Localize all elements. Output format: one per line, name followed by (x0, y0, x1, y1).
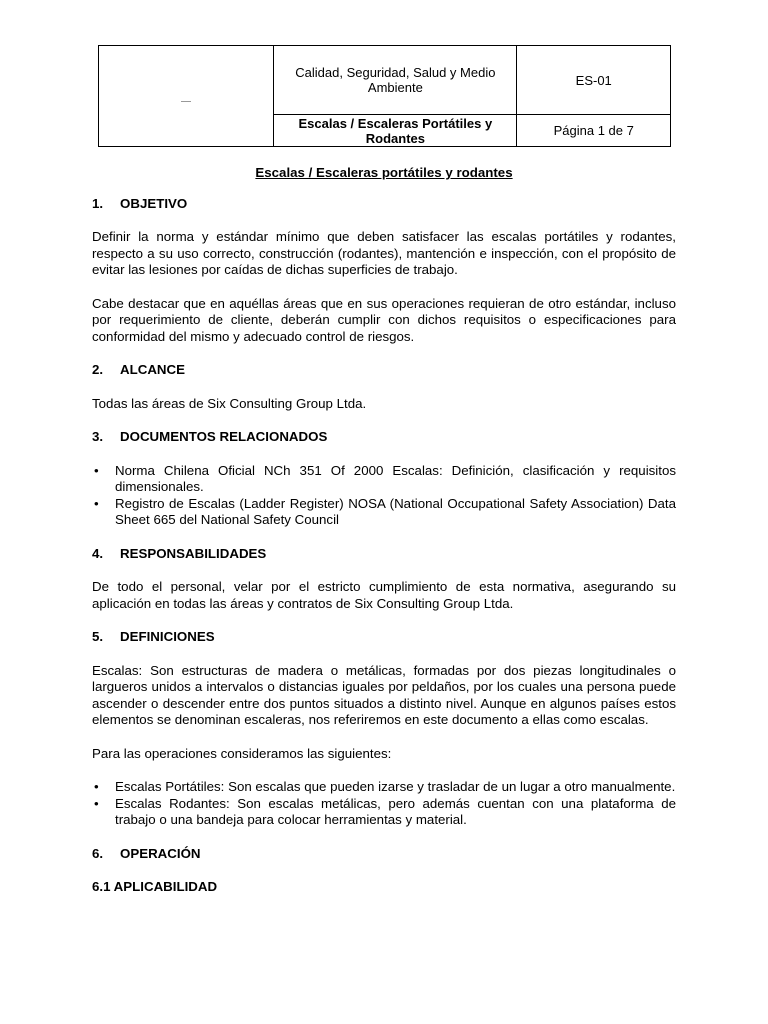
subsection-heading-aplicabilidad: 6.1 APLICABILIDAD (92, 879, 218, 894)
logo-cell (99, 46, 274, 147)
section-heading-objetivo (92, 196, 676, 213)
section-number: 3. (92, 429, 104, 444)
paragraph: Escalas: Son estructuras de madera o metálicas, formadas por dos piezas longitudinales o largueros unidos a intervalos o distancias iguales por peldaños, por los cuales una persona puede ascender o descender entre dos puntos situados a distinto nivel. Aunque en algunos países estos elementos se denominan escaleras, nos referiremos en este documento a ellas como escalas. (92, 662, 676, 727)
section-number: 2. (92, 362, 104, 377)
document-header-table (98, 45, 671, 147)
section-title: ALCANCE (120, 362, 186, 377)
section-number: 1. (92, 195, 104, 211)
section-number: 5. (92, 629, 104, 644)
section-heading-alcance (92, 362, 676, 379)
bullet-list (92, 463, 676, 529)
section-title: RESPONSABILIDADES (120, 545, 267, 561)
company-logo (181, 101, 191, 102)
list-item: • Escalas Rodantes: Son escalas metálicas, pero además cuentan con una plataforma de trabajo o una bandeja para colocar herramientas y material. (92, 796, 676, 829)
section-number: 6. (92, 845, 104, 861)
section-title: OPERACIÓN (120, 845, 201, 861)
paragraph: De todo el personal, velar por el estricto cumplimiento de esta normativa, asegurando su aplicación en todas las áreas y contratos de Six Consulting Group Ltda. (92, 579, 676, 611)
list-item: • Registro de Escalas (Ladder Register) NOSA (National Occupational Safety Association) Data Sheet 665 del National Safety Council (92, 496, 676, 529)
section-title: OBJETIVO (120, 195, 188, 211)
section-heading-responsabilidades (92, 546, 676, 563)
header-area: Calidad, Seguridad, Salud y Medio Ambiente (274, 46, 517, 115)
paragraph: Para las operaciones consideramos las siguientes: (92, 745, 392, 761)
header-page-number: Página 1 de 7 (517, 115, 671, 147)
document-title: Escalas / Escaleras portátiles y rodantes (255, 165, 513, 180)
bullet-list (92, 779, 676, 829)
section-number: 4. (92, 545, 104, 561)
paragraph: Todas las áreas de Six Consulting Group Ltda. (92, 395, 367, 411)
section-title: DEFINICIONES (120, 629, 215, 644)
section-heading-definiciones (92, 629, 676, 646)
header-subject: Escalas / Escaleras Portátiles y Rodantes (274, 115, 517, 147)
document-body (92, 165, 676, 913)
section-title: DOCUMENTOS RELACIONADOS (120, 429, 328, 444)
paragraph: Definir la norma y estándar mínimo que deben satisfacer las escalas portátiles y rodantes, respecto a su uso correcto, construcción (rodantes), mantención e inspección, con el propósito de evitar las lesiones por caídas de dichas superficies de trabajo. (92, 229, 676, 277)
section-heading-documentos (92, 429, 676, 446)
section-heading-operacion (92, 846, 676, 863)
list-item: • Escalas Portátiles: Son escalas que pueden izarse y trasladar de un lugar a otro manualmente. (92, 779, 676, 796)
paragraph: Cabe destacar que en aquéllas áreas que en sus operaciones requieran de otro estándar, incluso por requerimiento de cliente, deberán cumplir con dichos requisitos o especificaciones para conformidad del mismo y adecuado control de riesgos. (92, 295, 676, 344)
header-code: ES-01 (517, 46, 671, 115)
list-item: • Norma Chilena Oficial NCh 351 Of 2000 Escalas: Definición, clasificación y requisitos dimensionales. (92, 463, 676, 496)
